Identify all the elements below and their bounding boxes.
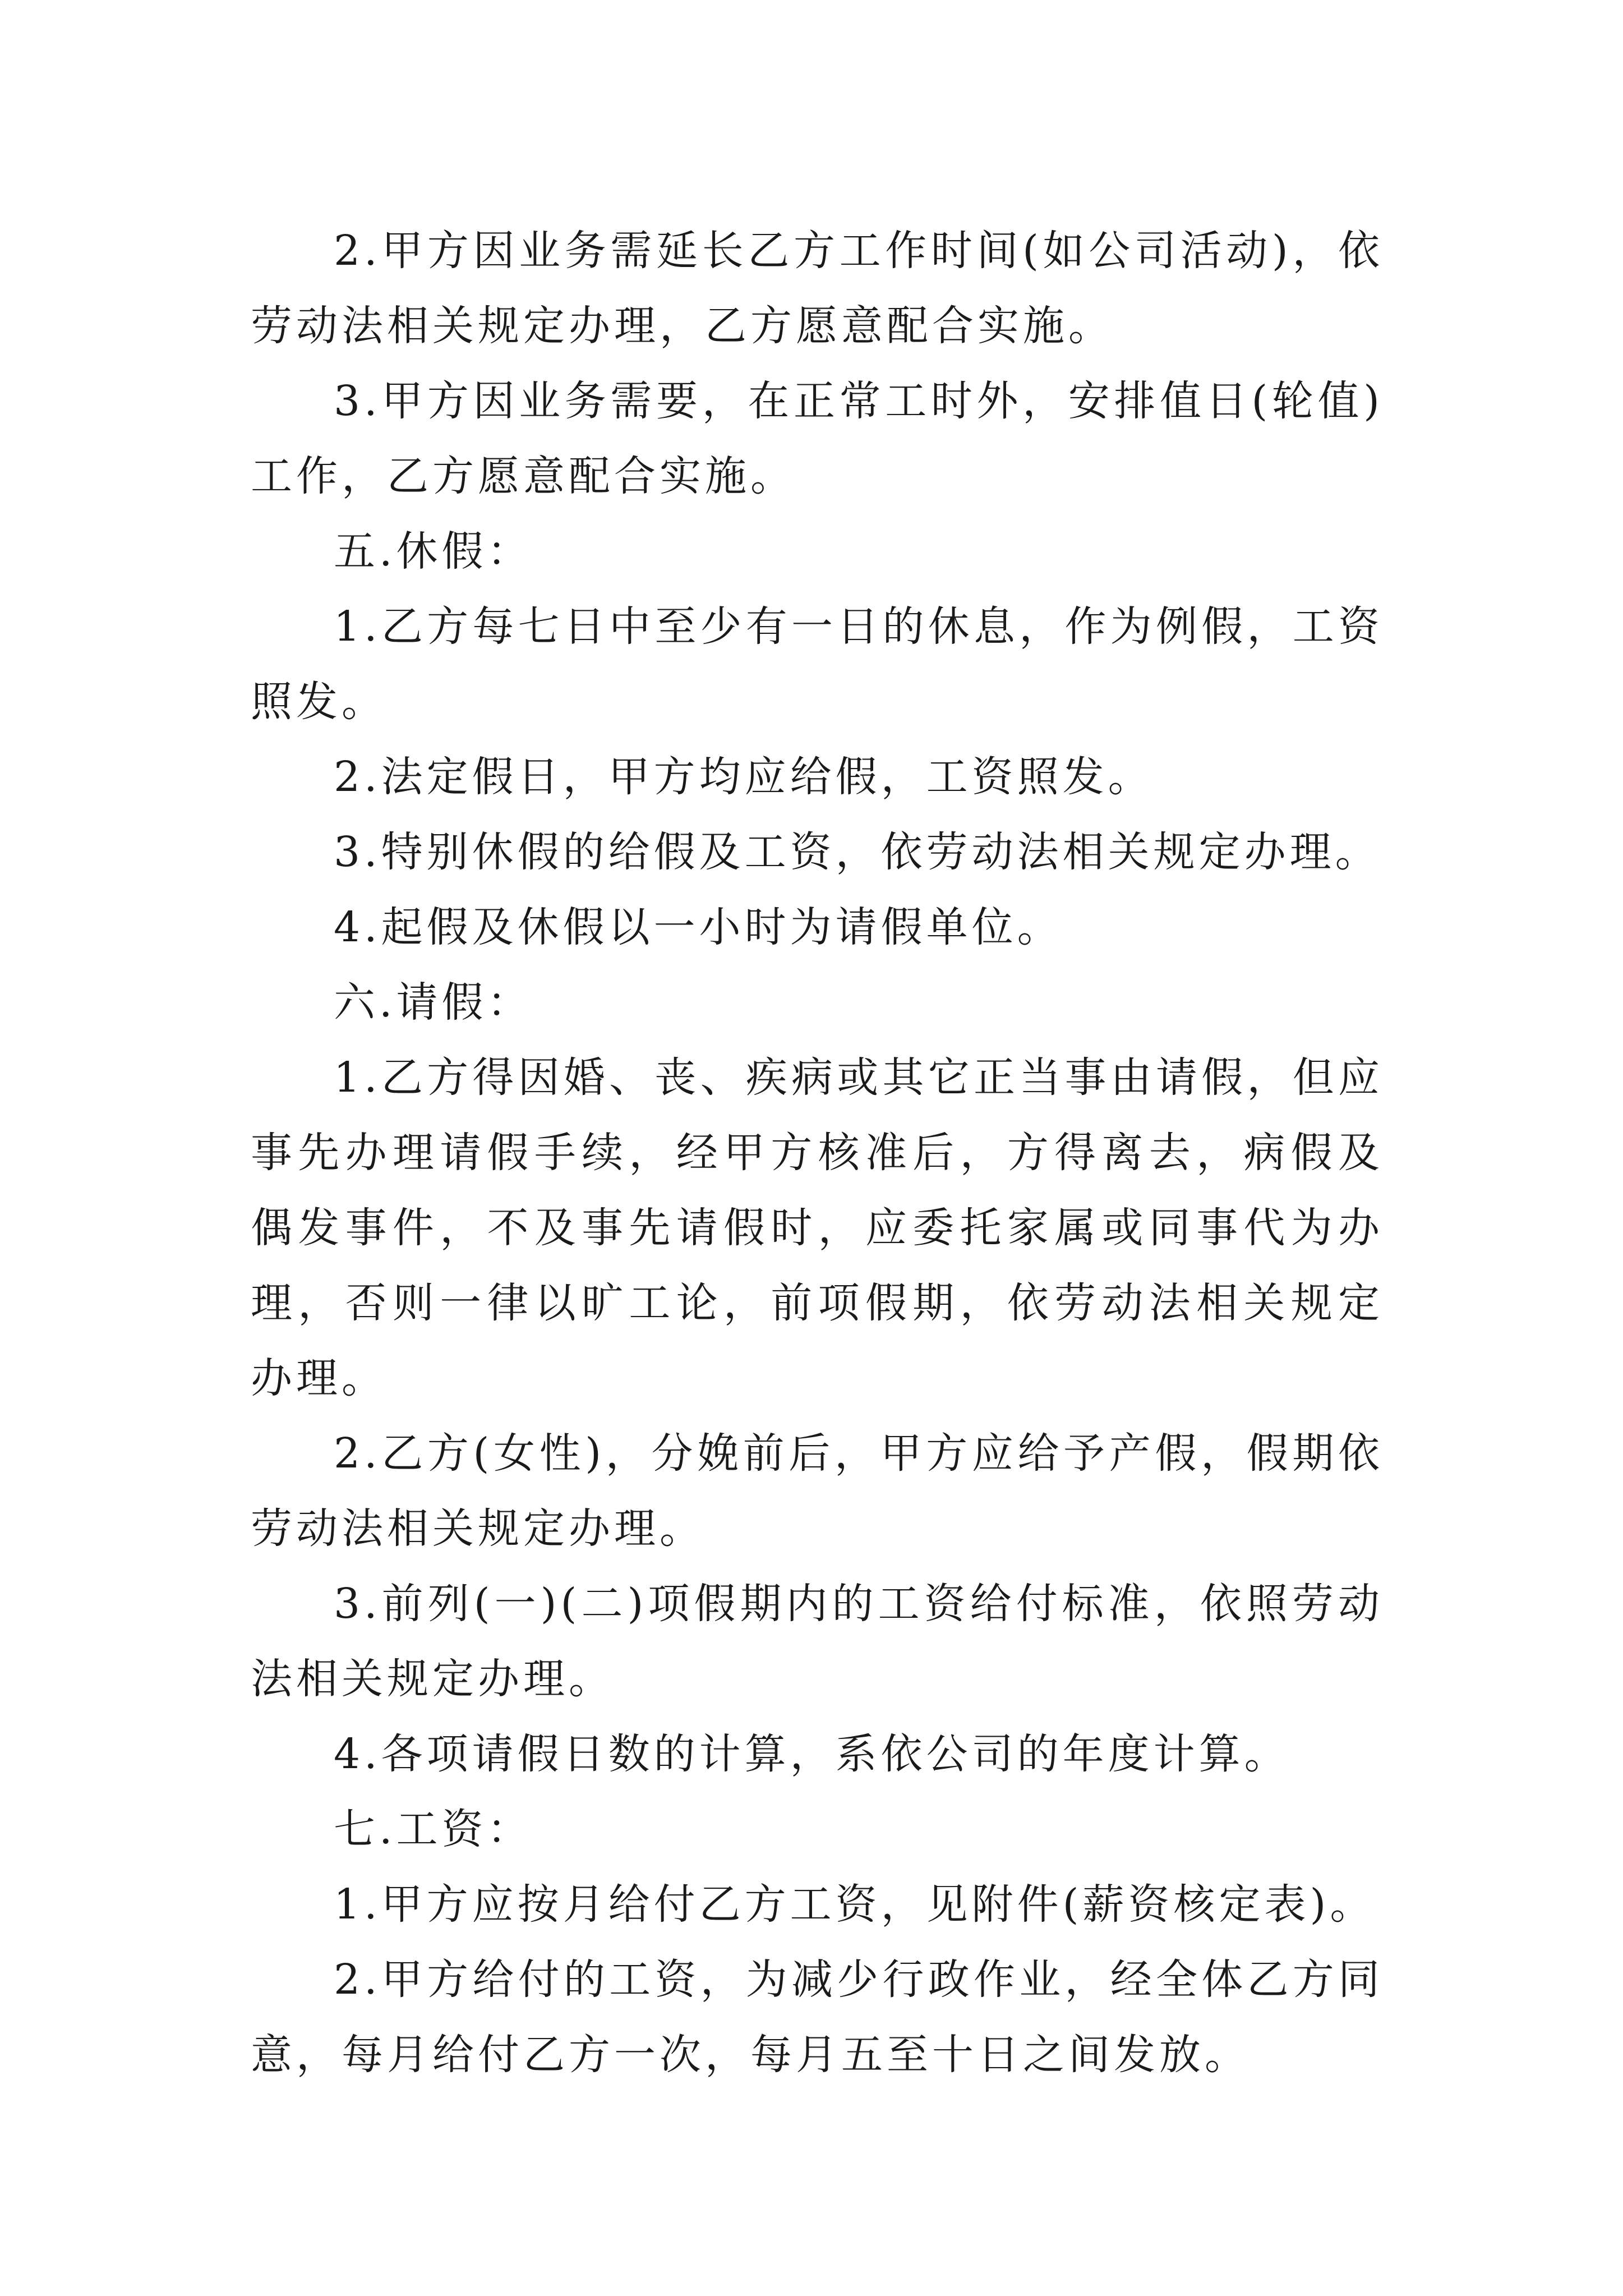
clause-5-3: 3.特别休假的给假及工资，依劳动法相关规定办理。	[334, 828, 1381, 876]
clause-4-2: 2.甲方因业务需延长乙方工作时间(如公司活动)，依劳动法相关规定办理，乙方愿意配合实施。	[251, 227, 1384, 350]
clause-5-1: 1.乙方每七日中至少有一日的休息，作为例假，工资照发。	[251, 602, 1384, 726]
clause-6-4: 4.各项请假日数的计算，系依公司的年度计算。	[334, 1730, 1290, 1778]
section-heading-leave: 五.休假：	[334, 527, 533, 576]
document-body	[251, 213, 1384, 2092]
clause-6-2: 2.乙方(女性)，分娩前后，甲方应给予产假，假期依劳动法相关规定办理。	[251, 1429, 1384, 1553]
clause-7-1: 1.甲方应按月给付乙方工资，见附件(薪资核定表)。	[334, 1880, 1376, 1929]
clause-6-1: 1.乙方得因婚、丧、疾病或其它正当事由请假，但应事先办理请假手续，经甲方核准后，方得离去，病假及偶发事件，不及事先请假时，应委托家属或同事代为办理，否则一律以旷工论，前项假期，依劳动法相关规定办理。	[251, 1053, 1384, 1402]
clause-4-3: 3.甲方因业务需要，在正常工时外，安排值日(轮值)工作，乙方愿意配合实施。	[251, 377, 1384, 500]
clause-7-2: 2.甲方给付的工资，为减少行政作业，经全体乙方同意，每月给付乙方一次，每月五至十日之间发放。	[251, 1955, 1384, 2079]
section-heading-request-leave: 六.请假：	[334, 978, 533, 1027]
clause-6-3: 3.前列(一)(二)项假期内的工资给付标准，依照劳动法相关规定办理。	[251, 1580, 1384, 1703]
section-heading-salary: 七.工资：	[334, 1805, 533, 1853]
clause-5-4: 4.起假及休假以一小时为请假单位。	[334, 903, 1063, 951]
clause-5-2: 2.法定假日，甲方均应给假，工资照发。	[334, 753, 1154, 801]
